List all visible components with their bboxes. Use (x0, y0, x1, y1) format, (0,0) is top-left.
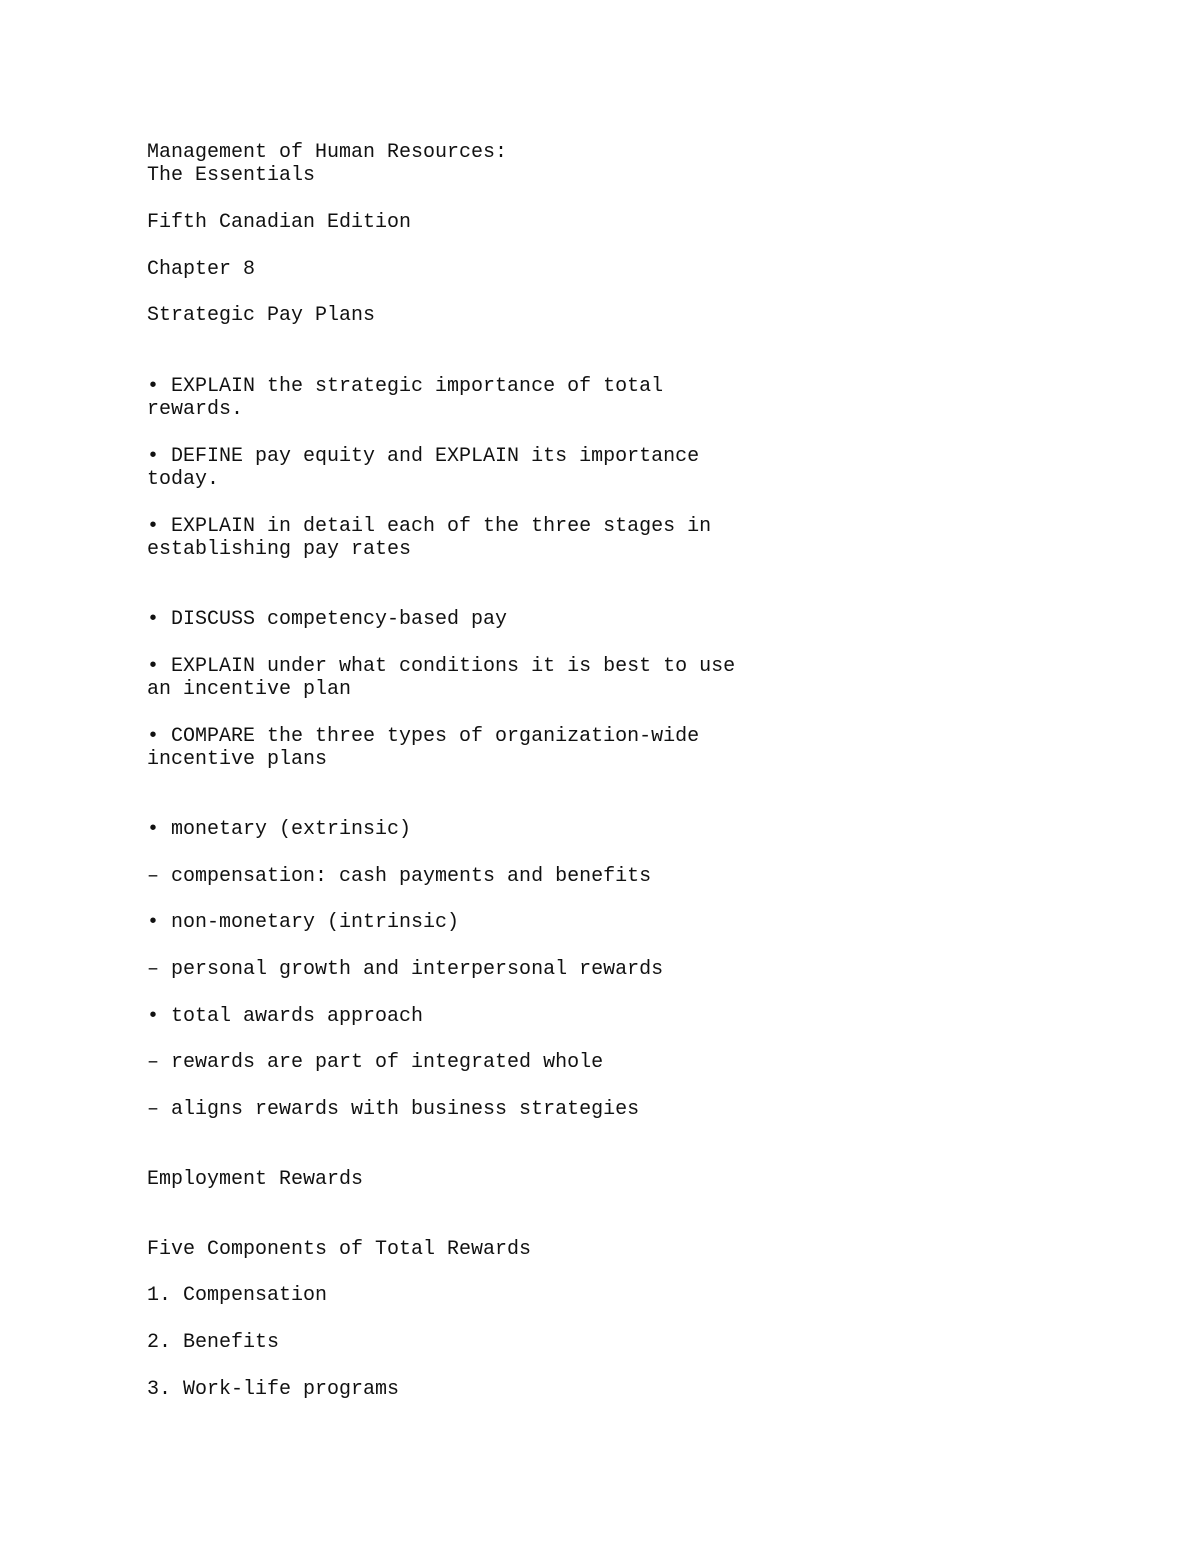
rewards-point-5: • total awards approach (147, 1005, 424, 1028)
rewards-point-7: – aligns rewards with business strategies (147, 1098, 640, 1121)
component-item-2: 2. Benefits (147, 1331, 280, 1354)
objective-6-line-2: incentive plans (147, 748, 328, 771)
components-heading: Five Components of Total Rewards (147, 1238, 532, 1261)
objective-3-line-2: establishing pay rates (147, 538, 412, 561)
objective-1-line-1: • EXPLAIN the strategic importance of total (147, 375, 664, 398)
objective-5-line-2: an incentive plan (147, 678, 352, 701)
objective-5-line-1: • EXPLAIN under what conditions it is best to use (147, 655, 736, 678)
rewards-point-4: – personal growth and interpersonal rewards (147, 958, 664, 981)
objective-6-line-1: • COMPARE the three types of organization-wide (147, 725, 700, 748)
objective-1-line-2: rewards. (147, 398, 244, 421)
objective-2-line-2: today. (147, 468, 220, 491)
rewards-point-2: – compensation: cash payments and benefits (147, 865, 652, 888)
title-line-2: The Essentials (147, 164, 316, 187)
rewards-point-6: – rewards are part of integrated whole (147, 1051, 604, 1074)
section-heading: Employment Rewards (147, 1168, 364, 1191)
objective-2-line-1: • DEFINE pay equity and EXPLAIN its importance (147, 445, 700, 468)
chapter-title: Strategic Pay Plans (147, 304, 376, 327)
objective-3-line-1: • EXPLAIN in detail each of the three stages in (147, 515, 712, 538)
component-item-1: 1. Compensation (147, 1284, 328, 1307)
objective-4-line-1: • DISCUSS competency-based pay (147, 608, 508, 631)
rewards-point-1: • monetary (extrinsic) (147, 818, 412, 841)
edition-text: Fifth Canadian Edition (147, 211, 412, 234)
title-line-1: Management of Human Resources: (147, 141, 508, 164)
chapter-label: Chapter 8 (147, 258, 256, 281)
component-item-3: 3. Work-life programs (147, 1378, 400, 1401)
rewards-point-3: • non-monetary (intrinsic) (147, 911, 460, 934)
